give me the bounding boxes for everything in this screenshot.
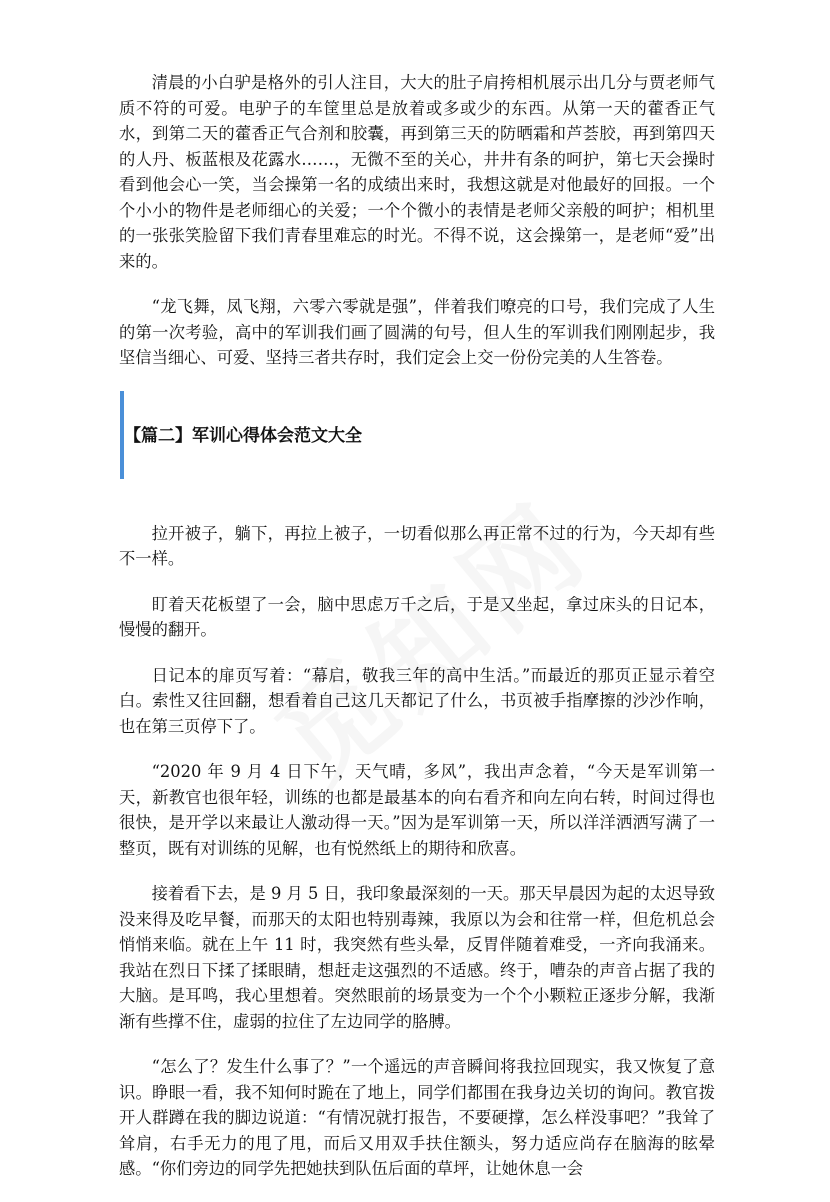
section-heading: 【篇二】军训心得体会范文大全 [124,425,362,446]
paragraph: “2020 年 9 月 4 日下午，天气晴，多风”，我出声念着，“今天是军训第一天，新教官也很年轻，训练的也都是最基本的向右看齐和向左向右转，时间过得也很快，是开学以来最让人激动得一天。”因为是军训第一天，所以洋洋洒洒写满了一整页，既有对训练的见解，也有悦然纸上的期待和欣喜。 [119,762,715,858]
section-heading-block [119,391,715,479]
paragraph: “怎么了？发生什么事了？”一个遥远的声音瞬间将我拉回现实，我又恢复了意识。睁眼一看，我不知何时跪在了地上，同学们都围在我身边关切的询问。教官拨开人群蹲在我的脚边说道：“有情况就打报告，不要硬撑，怎么样没事吧？”我耸了耸肩，右手无力的甩了甩，而后又用双手扶住额头，努力适应尚存在脑海的眩晕感。“你们旁边的同学先把她扶到队伍后面的草坪，让她休息一会 [119,1057,715,1178]
paragraph: 拉开被子，躺下，再拉上被子，一切看似那么再正常不过的行为，今天却有些不一样。 [119,523,715,568]
document-body [119,70,715,1202]
paragraph: 日记本的扉页写着：“幕启，敬我三年的高中生活。”而最近的那页正显示着空白。索性又往回翻，想看着自己这几天都记了什么，书页被手指摩擦的沙沙作响，也在第三页停下了。 [119,665,715,736]
paragraph: 接着看下去，是 9 月 5 日，我印象最深刻的一天。那天早晨因为起的太迟导致没来得及吃早餐，而那天的太阳也特别毒辣，我原以为会和往常一样，但危机总会悄悄来临。就在上午 11 时，我突然有些头晕，反胃伴随着难受，一齐向我涌来。我站在烈日下揉了揉眼睛，想赶走这强烈的不适感。终于，嘈杂的声音占据了我的大脑。是耳鸣，我心里想着。突然眼前的场景变为一个个小颗粒正逐步分解，我渐渐有些撑不住，虚弱的拉住了左边同学的胳膊。 [119,884,715,1031]
paragraph: 清晨的小白驴是格外的引人注目，大大的肚子肩挎相机展示出几分与贾老师气质不符的可爱。电驴子的车筐里总是放着或多或少的东西。从第一天的藿香正气水，到第二天的藿香正气合剂和胶囊，再到第三天的防晒霜和芦荟胶，再到第四天的人丹、板蓝根及花露水……，无微不至的关心，井井有条的呵护，第七天会操时看到他会心一笑，当会操第一名的成绩出来时，我想这就是对他最好的回报。一个个小小的物件是老师细心的关爱；一个个微小的表情是老师父亲般的呵护；相机里的一张张笑脸留下我们青春里难忘的时光。不得不说，这会操第一，是老师“爱”出来的。 [119,73,715,271]
paragraph: “龙飞舞，凤飞翔，六零六零就是强”，伴着我们嘹亮的口号，我们完成了人生的第一次考验，高中的军训我们画了圆满的句号，但人生的军训我们刚刚起步，我坚信当细心、可爱、坚持三者共存时，我们定会上交一份份完美的人生答卷。 [119,297,715,367]
paragraph: 盯着天花板望了一会，脑中思虑万千之后，于是又坐起，拿过床头的日记本，慢慢的翻开。 [119,594,715,639]
